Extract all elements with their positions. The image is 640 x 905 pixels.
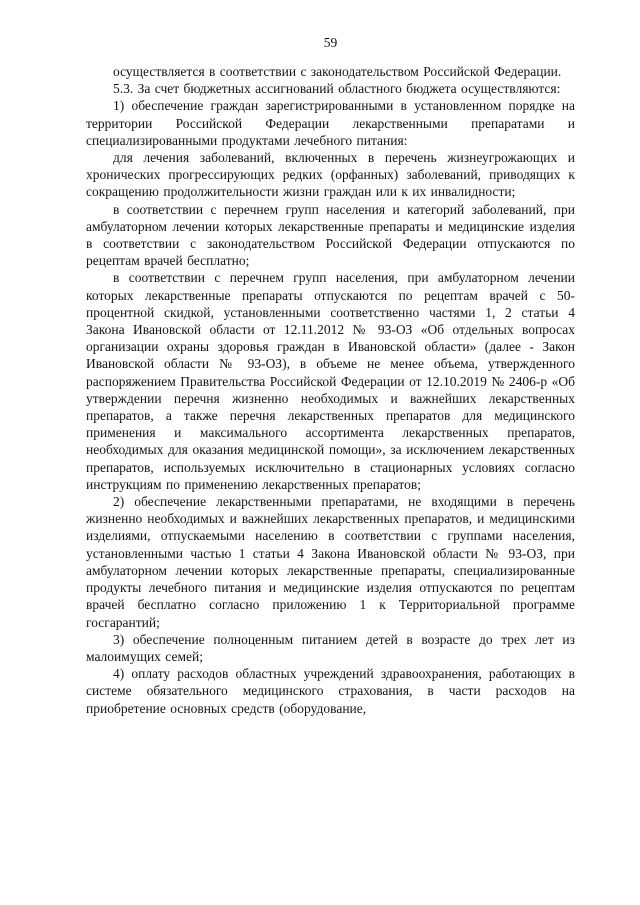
paragraph-continuation: осуществляется в соответствии с законодательством Российской Федерации. <box>113 64 562 79</box>
page-number: 59 <box>323 35 338 50</box>
paragraph-item-2: 2) обеспечение лекарственными препаратами, не входящими в перечень жизненно необходимых и важнейших лекарственных препаратов, и медицинскими изделиями, отпускаемыми населению в соответствии с группами населения, установленными частью 1 статьи 4 Закона Ивановской области № 93-ОЗ, при амбулаторном лечении которых лекарственные препараты, специализированные продукты лечебного питания и медицинские изделия отпускаются по рецептам врачей бесплатно согласно приложению 1 к Территориальной программе госгарантий; <box>86 494 575 630</box>
paragraph-item-1-subitem-free-prescriptions: в соответствии с перечнем групп населения и категорий заболеваний, при амбулаторном лечении которых лекарственные препараты и медицинские изделия в соответствии с законодательством Российской Федерации отпускаются по рецептам врачей бесплатно; <box>86 201 575 269</box>
paragraph-item-3: 3) обеспечение полноценным питанием детей в возрасте до трех лет из малоимущих семей; <box>86 631 575 664</box>
document-text-block <box>86 63 575 717</box>
paragraph-item-4: 4) оплату расходов областных учреждений здравоохранения, работающих в системе обязательного медицинского страхования, в части расходов на приобретение основных средств (оборудование, <box>86 666 575 716</box>
paragraph-item-1-subitem-orphan-diseases: для лечения заболеваний, включенных в перечень жизнеугрожающих и хронических прогрессирующих редких (орфанных) заболеваний, приводящих к сокращению продолжительности жизни граждан или к их инвалидности; <box>86 150 575 200</box>
paragraph-item-1: 1) обеспечение граждан зарегистрированными в установленном порядке на территории Российской Федерации лекарственными препаратами и специализированными продуктами лечебного питания: <box>86 98 575 148</box>
paragraph-clause-5-3: 5.3. За счет бюджетных ассигнований областного бюджета осуществляются: <box>113 81 561 97</box>
paragraph-item-1-subitem-discount-prescriptions: в соответствии с перечнем групп населения, при амбулаторном лечении которых лекарственные препараты отпускаются по рецептам врачей с 50-процентной скидкой, установленными соответственно частями 1, 2 статьи 4 Закона Ивановской области от 12.11.2012 № 93-ОЗ «Об отдельных вопросах организации охраны здоровья граждан в Ивановской области» (далее - Закон Ивановской области № 93-ОЗ), в объеме не менее объема, утвержденного распоряжением Правительства Российской Федерации от 12.10.2019 № 2406-р «Об утверждении перечня жизненно необходимых и важнейших лекарственных препаратов, а также перечня лекарственных препаратов для медицинского применения и максимального ассортимента лекарственных препаратов, необходимых для оказания медицинской помощи», за исключением лекарственных препаратов, используемых исключительно в стационарных условиях согласно инструкциям по применению лекарственных препаратов; <box>86 270 575 492</box>
